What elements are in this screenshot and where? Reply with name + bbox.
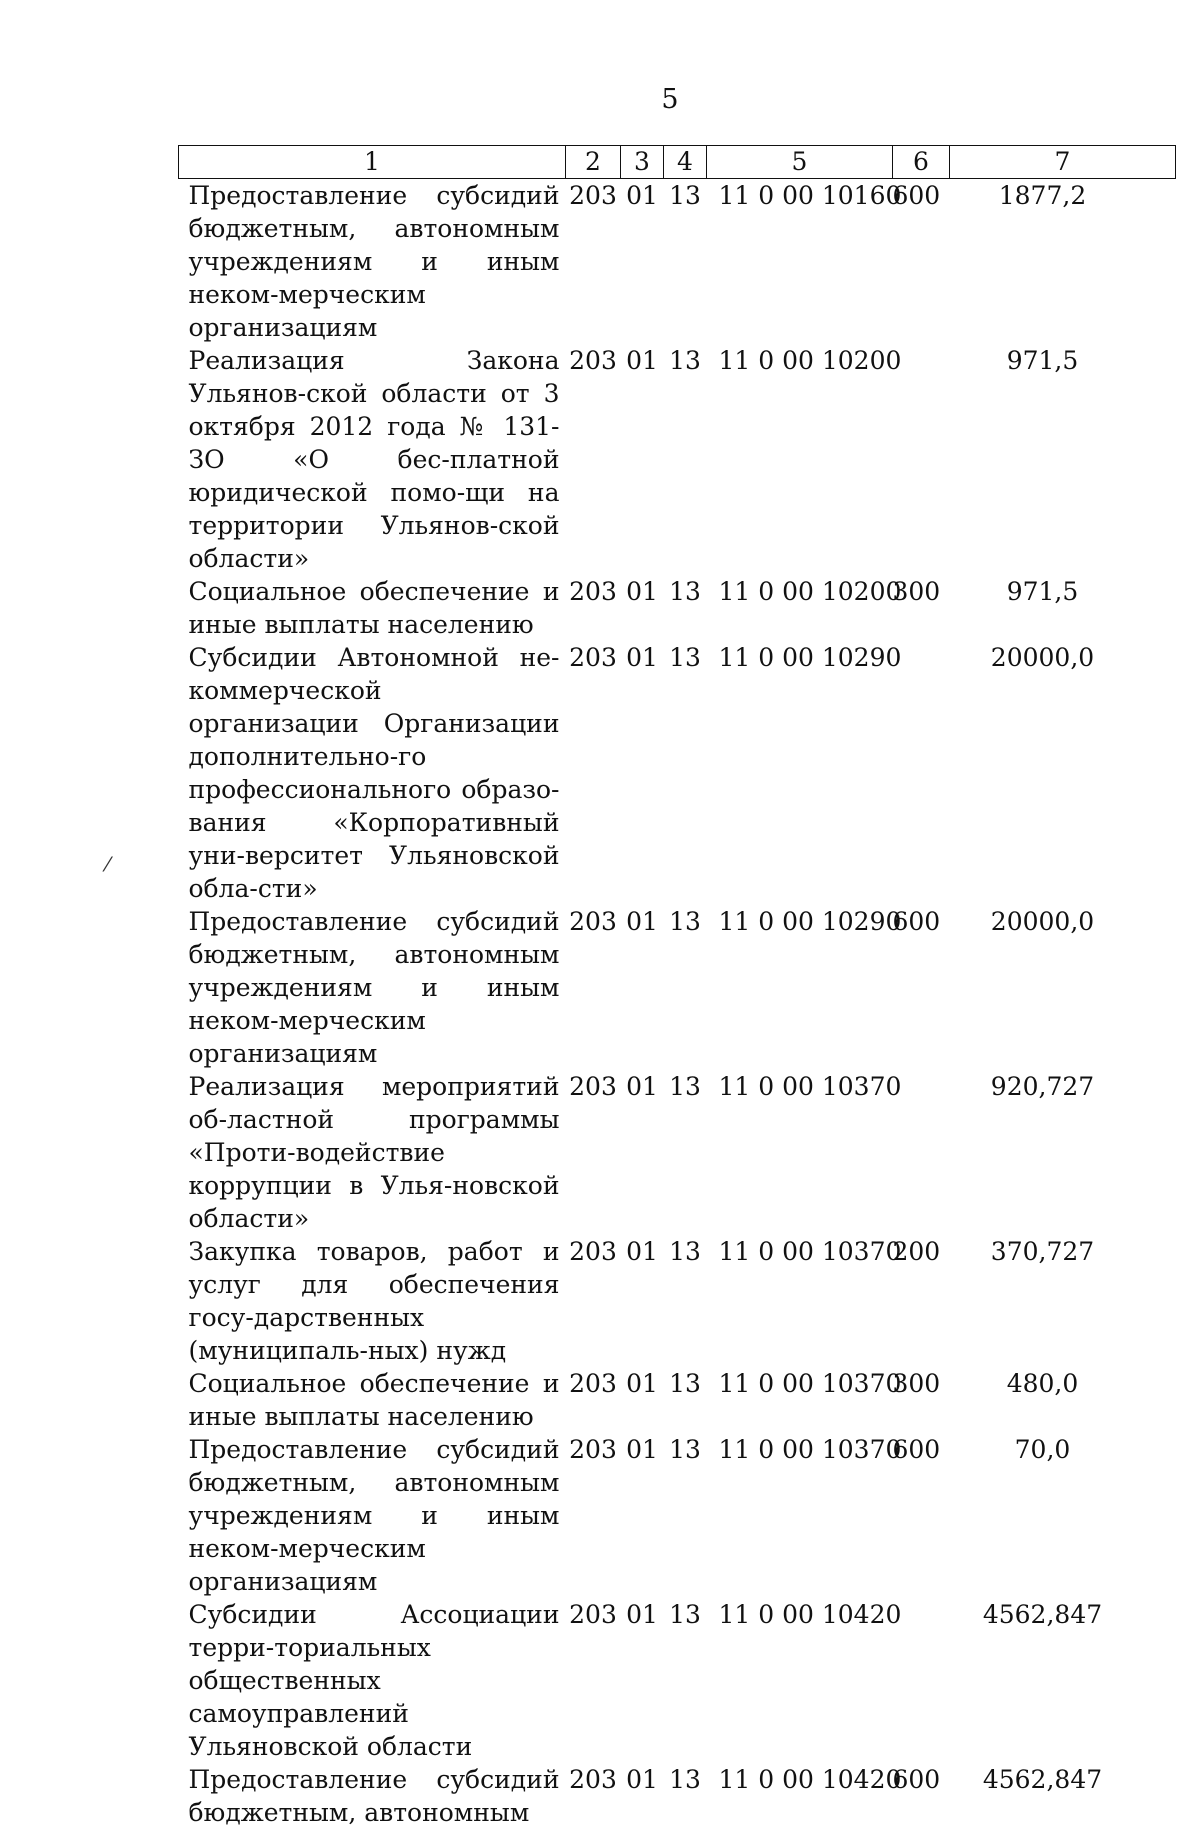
row-name: Предоставление субсидий бюджетным, автономным учреждениям и иным неком-мерческим организациям: [179, 179, 566, 345]
row-code-4: 13: [664, 1598, 707, 1763]
table-row: [179, 1598, 1176, 1763]
row-name: Предоставление субсидий бюджетным, автономным учреждениям и иным неком-мерческим организациям: [179, 1433, 566, 1598]
row-name: Предоставление субсидий бюджетным, автономным учреждениям и иным неком-мерческим организациям: [179, 905, 566, 1070]
row-code-4: 13: [664, 1070, 707, 1235]
row-code-3: 01: [621, 1070, 664, 1235]
row-code-4: 13: [664, 1433, 707, 1598]
row-code-4: 13: [664, 575, 707, 641]
row-amount: 70,0: [950, 1433, 1176, 1598]
row-name: Закупка товаров, работ и услуг для обеспечения госу-дарственных (муниципаль-ных) нужд: [179, 1235, 566, 1367]
row-code-6: 600: [893, 179, 950, 345]
row-amount: 20000,0: [950, 641, 1176, 905]
row-code-3: 01: [621, 1763, 664, 1829]
row-amount: 4562,847: [950, 1598, 1176, 1763]
row-code-3: 01: [621, 1433, 664, 1598]
table-row: [179, 1235, 1176, 1367]
row-code-5: 11 0 00 10160: [707, 179, 893, 345]
page-number: 5: [0, 84, 1200, 115]
row-code-2: 203: [566, 1598, 621, 1763]
row-name: Субсидии Автономной не-коммерческой организации Организации дополнительно-го профессионального образо-вания «Корпоративный уни-верситет Ульяновской обла-сти»: [179, 641, 566, 905]
budget-table: [178, 145, 1176, 1829]
row-code-6: 300: [893, 575, 950, 641]
row-code-3: 01: [621, 344, 664, 575]
row-code-6: 600: [893, 1433, 950, 1598]
row-name: Предоставление субсидий бюджетным, автономным: [179, 1763, 566, 1829]
row-code-3: 01: [621, 905, 664, 1070]
row-code-6: 600: [893, 905, 950, 1070]
table-row: [179, 344, 1176, 575]
row-name: Реализация Закона Ульянов-ской области от 3 октября 2012 года № 131-ЗО «О бес-платной юридической помо-щи на территории Ульянов-ской области»: [179, 344, 566, 575]
row-code-3: 01: [621, 575, 664, 641]
column-header-5: 5: [707, 146, 893, 179]
row-code-2: 203: [566, 179, 621, 345]
row-code-2: 203: [566, 1367, 621, 1433]
column-header-7: 7: [950, 146, 1176, 179]
row-code-5: 11 0 00 10370: [707, 1433, 893, 1598]
scan-speck-mark: ⁄: [106, 852, 109, 876]
column-header-3: 3: [621, 146, 664, 179]
row-code-4: 13: [664, 1235, 707, 1367]
row-amount: 971,5: [950, 344, 1176, 575]
row-code-5: 11 0 00 10420: [707, 1598, 893, 1763]
row-amount: 370,727: [950, 1235, 1176, 1367]
table-row: [179, 1433, 1176, 1598]
row-code-2: 203: [566, 905, 621, 1070]
row-code-6: 200: [893, 1235, 950, 1367]
table-row: [179, 1070, 1176, 1235]
column-header-1: 1: [179, 146, 566, 179]
row-code-3: 01: [621, 1598, 664, 1763]
row-amount: 480,0: [950, 1367, 1176, 1433]
header-row: [179, 146, 1176, 179]
row-code-2: 203: [566, 641, 621, 905]
row-amount: 971,5: [950, 575, 1176, 641]
row-code-4: 13: [664, 344, 707, 575]
row-code-4: 13: [664, 179, 707, 345]
row-code-5: 11 0 00 10370: [707, 1235, 893, 1367]
table-header: [179, 146, 1176, 179]
row-amount: 20000,0: [950, 905, 1176, 1070]
row-code-4: 13: [664, 1367, 707, 1433]
table-row: [179, 179, 1176, 345]
row-name: Субсидии Ассоциации терри-ториальных общественных самоуправлений Ульяновской области: [179, 1598, 566, 1763]
row-name: Социальное обеспечение и иные выплаты населению: [179, 1367, 566, 1433]
row-name: Социальное обеспечение и иные выплаты населению: [179, 575, 566, 641]
table-row: [179, 905, 1176, 1070]
row-code-3: 01: [621, 179, 664, 345]
row-name: Реализация мероприятий об-ластной программы «Проти-водействие коррупции в Улья-новской области»: [179, 1070, 566, 1235]
column-header-6: 6: [893, 146, 950, 179]
table-row: [179, 575, 1176, 641]
row-code-4: 13: [664, 1763, 707, 1829]
row-code-2: 203: [566, 344, 621, 575]
row-amount: 1877,2: [950, 179, 1176, 345]
row-code-5: 11 0 00 10200: [707, 344, 893, 575]
row-code-4: 13: [664, 905, 707, 1070]
row-code-2: 203: [566, 1235, 621, 1367]
row-code-3: 01: [621, 641, 664, 905]
column-header-2: 2: [566, 146, 621, 179]
row-code-6: 300: [893, 1367, 950, 1433]
table-row: [179, 1763, 1176, 1829]
table-row: [179, 1367, 1176, 1433]
row-code-5: 11 0 00 10370: [707, 1070, 893, 1235]
row-code-6: [893, 641, 950, 905]
row-code-3: 01: [621, 1235, 664, 1367]
row-code-5: 11 0 00 10420: [707, 1763, 893, 1829]
row-code-5: 11 0 00 10200: [707, 575, 893, 641]
row-code-5: 11 0 00 10290: [707, 905, 893, 1070]
row-code-6: [893, 344, 950, 575]
row-code-2: 203: [566, 575, 621, 641]
row-amount: 4562,847: [950, 1763, 1176, 1829]
row-code-3: 01: [621, 1367, 664, 1433]
row-code-5: 11 0 00 10290: [707, 641, 893, 905]
row-code-2: 203: [566, 1433, 621, 1598]
row-code-2: 203: [566, 1763, 621, 1829]
table-row: [179, 641, 1176, 905]
row-code-6: 600: [893, 1763, 950, 1829]
table-body: [179, 179, 1176, 1829]
row-amount: 920,727: [950, 1070, 1176, 1235]
column-header-4: 4: [664, 146, 707, 179]
row-code-4: 13: [664, 641, 707, 905]
row-code-5: 11 0 00 10370: [707, 1367, 893, 1433]
row-code-2: 203: [566, 1070, 621, 1235]
